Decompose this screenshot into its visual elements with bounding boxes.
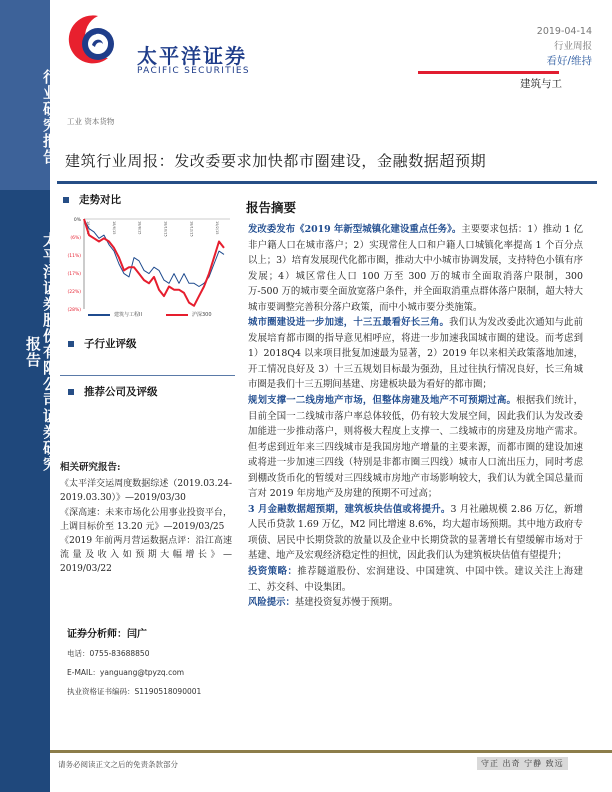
summary-paragraph bbox=[248, 502, 583, 564]
summary-title: 报告摘要 bbox=[246, 200, 297, 215]
bullet-square-icon bbox=[63, 197, 69, 203]
related-reports-heading: 相关研究报告: bbox=[60, 462, 121, 473]
sidebar-report-category: 行业研究报告 bbox=[41, 69, 59, 165]
footer-motto: 守正 出奇 宁静 致远 bbox=[477, 757, 568, 770]
summary-paragraph bbox=[248, 222, 583, 315]
bullet-square-icon bbox=[68, 341, 74, 347]
svg-text:18/8/15: 18/8/15 bbox=[137, 221, 142, 235]
trend-chart bbox=[62, 215, 237, 325]
summary-paragraph bbox=[248, 315, 583, 393]
footer-disclaimer: 请务必阅读正文之后的免责条款部分 bbox=[58, 760, 178, 769]
svg-text:(11%): (11%) bbox=[67, 254, 81, 259]
svg-text:0%: 0% bbox=[73, 218, 81, 223]
accent-divider bbox=[418, 71, 559, 74]
related-report-link[interactable]: 《深高速：未来市场化公用事业投资平台，上调目标价至 13.20 元》—2019/03/25 bbox=[60, 507, 232, 532]
footer-divider bbox=[50, 750, 612, 753]
svg-text:19/2/15: 19/2/15 bbox=[215, 221, 220, 235]
svg-text:18/6/15: 18/6/15 bbox=[111, 221, 116, 235]
section-sub-rating bbox=[68, 336, 137, 351]
paragraph-text: 推荐隧道股份、宏润建设、中国建筑、中国中铁。建议关注上海建工、苏交科、中设集团。 bbox=[248, 566, 583, 593]
related-report-link[interactable]: 《2019 年前两月营运数据点评：沿江高速流量及收入如预期大幅增长》—2019/03/22 bbox=[60, 536, 232, 575]
paragraph-text: 3 月社融规模 2.86 万亿，新增人民币贷款 1.69 万亿，M2 同比增速 8.6%，均大超市场预期。其中地方政府专项债、居民中长期贷款的放量以及企业中长期贷款的显著增长有望缓解市场对于基建、地产及宏观经济稳定性的担忧，因此我们认为建筑板块估值有望提升； bbox=[248, 503, 584, 562]
summary-paragraph bbox=[248, 393, 583, 502]
analyst-email[interactable]: E-MAIL：yanguang@tpyzq.com bbox=[67, 668, 185, 677]
report-type: 行业周报 bbox=[553, 41, 592, 52]
section-trend bbox=[63, 192, 121, 207]
analyst-phone: 电话：0755-83688850 bbox=[67, 649, 150, 658]
legend-label: 沪深300 bbox=[191, 312, 212, 318]
summary-paragraph bbox=[248, 595, 583, 611]
analyst-name: 证券分析师：闫广 bbox=[67, 629, 147, 640]
paragraph-text: 我们认为发改委此次通知与此前发展培育都市圈的指导意见相呼应，将进一步加速我国城市圈的建设。而考虑到 1）2018Q4 以来项目批复加速最为显著，2）2019 年以来相关政策落地加速，开工情况良好及 3）十三五规划目标最为强劲，且过往执行情况良好，长三角城市圈是我们十三五期间基建、房建板块最为看好的都市圈； bbox=[248, 317, 583, 391]
section-recommend-label: 推荐公司及评级 bbox=[84, 386, 158, 398]
legend-line-icon bbox=[88, 314, 110, 316]
sector-label: 建筑与工 bbox=[520, 78, 562, 90]
legend-item-index bbox=[166, 311, 212, 318]
svg-text:(6%): (6%) bbox=[70, 236, 81, 241]
summary-paragraph bbox=[248, 564, 583, 595]
svg-text:(28%): (28%) bbox=[67, 308, 81, 313]
summary-body bbox=[248, 222, 583, 611]
section-trend-label: 走势对比 bbox=[79, 194, 121, 206]
svg-text:18/12/15: 18/12/15 bbox=[189, 221, 194, 237]
sidebar-company-label: 太平洋证券股份有限公司证券研究报告 bbox=[24, 232, 59, 472]
paragraph-text: 主要要求包括：1）推动 1 亿非户籍人口在城市落户；2）实现常住人口和户籍人口城镇化率提高 1 个百分点以上；3）培育发展现代化都市圈，推动大中小城市协调发展，支持特色小镇有序发展；4）城区常住人口 100 万至 300 万的城市全面取消落户限制，300 万-500 万的城市要全面放宽落户条件，并全面取消重点群体落户限制，超大特大城市要调整完善积分落户政策，而中小城市要分类施策。 bbox=[248, 224, 584, 313]
chart-legend bbox=[88, 311, 212, 318]
legend-item-sector bbox=[88, 311, 142, 318]
paragraph-text: 根据我们统计，目前全国一二线城市落户率总体较低，仍有较大发展空间，因此我们认为发改委加能进一步推动落户，则将极大程度上支撑一、二线城市的房建及房地产需求。但考虑到近年来三四线城市是我国房地产增量的主要来源，而都市圈的建设加速或将进一步加速三四线（特别是非都市圈三四线）城市人口流出压力，同时考虑到棚改货币化的暂缓对三四线城市房地产市场影响较大，我们认为就全国总量而言对 2019 年房地产及房建的预期不可过高； bbox=[248, 395, 583, 500]
pacific-securities-logo-icon bbox=[68, 14, 118, 64]
paragraph-highlight: 投资策略： bbox=[248, 566, 298, 578]
legend-label: 建筑与工程II bbox=[114, 312, 142, 318]
report-meta bbox=[537, 24, 592, 69]
related-report-link[interactable]: 《太平洋交运周度数据综述（2019.03.24-2019.03.30）》—2019/03/30 bbox=[60, 479, 232, 504]
rating-badge: 看好/维持 bbox=[546, 55, 592, 67]
paragraph-text: 基建投资复苏慢于预期。 bbox=[294, 597, 399, 609]
analyst-info bbox=[67, 625, 237, 701]
brand-name-en: PACIFIC SECURITIES bbox=[137, 66, 250, 76]
paragraph-highlight: 规划支撑一二线房地产市场，但整体房建及地产不可预期过高。 bbox=[248, 395, 517, 407]
paragraph-highlight: 城市圈建设进一步加速，十三五最看好长三角。 bbox=[248, 317, 450, 329]
paragraph-highlight: 3 月金融数据超预期，建筑板块估值或将提升。 bbox=[248, 503, 451, 515]
left-divider bbox=[60, 375, 235, 376]
title-divider bbox=[57, 181, 597, 184]
section-sub-rating-label: 子行业评级 bbox=[84, 338, 137, 350]
brand-name-cn: 太平洋证券 bbox=[137, 44, 247, 68]
page-title: 建筑行业周报：发改委要求加快都市圈建设，金融数据超预期 bbox=[65, 152, 487, 170]
related-reports bbox=[60, 461, 232, 577]
analyst-license: 执业资格证书编码：S1190518090001 bbox=[67, 687, 202, 696]
svg-text:18/4/16: 18/4/16 bbox=[86, 221, 90, 235]
paragraph-highlight: 风险提示： bbox=[248, 597, 295, 609]
report-date: 2019-04-14 bbox=[536, 26, 592, 37]
bullet-square-icon bbox=[68, 389, 74, 395]
svg-text:(17%): (17%) bbox=[67, 272, 81, 277]
svg-text:(22%): (22%) bbox=[67, 290, 81, 295]
svg-text:18/10/15: 18/10/15 bbox=[163, 221, 168, 237]
breadcrumb: 工业 资本货物 bbox=[67, 117, 115, 126]
legend-line-icon bbox=[166, 314, 188, 316]
paragraph-highlight: 发改委发布《2019 年新型城镇化建设重点任务》。 bbox=[248, 224, 462, 235]
section-recommend bbox=[68, 384, 158, 399]
